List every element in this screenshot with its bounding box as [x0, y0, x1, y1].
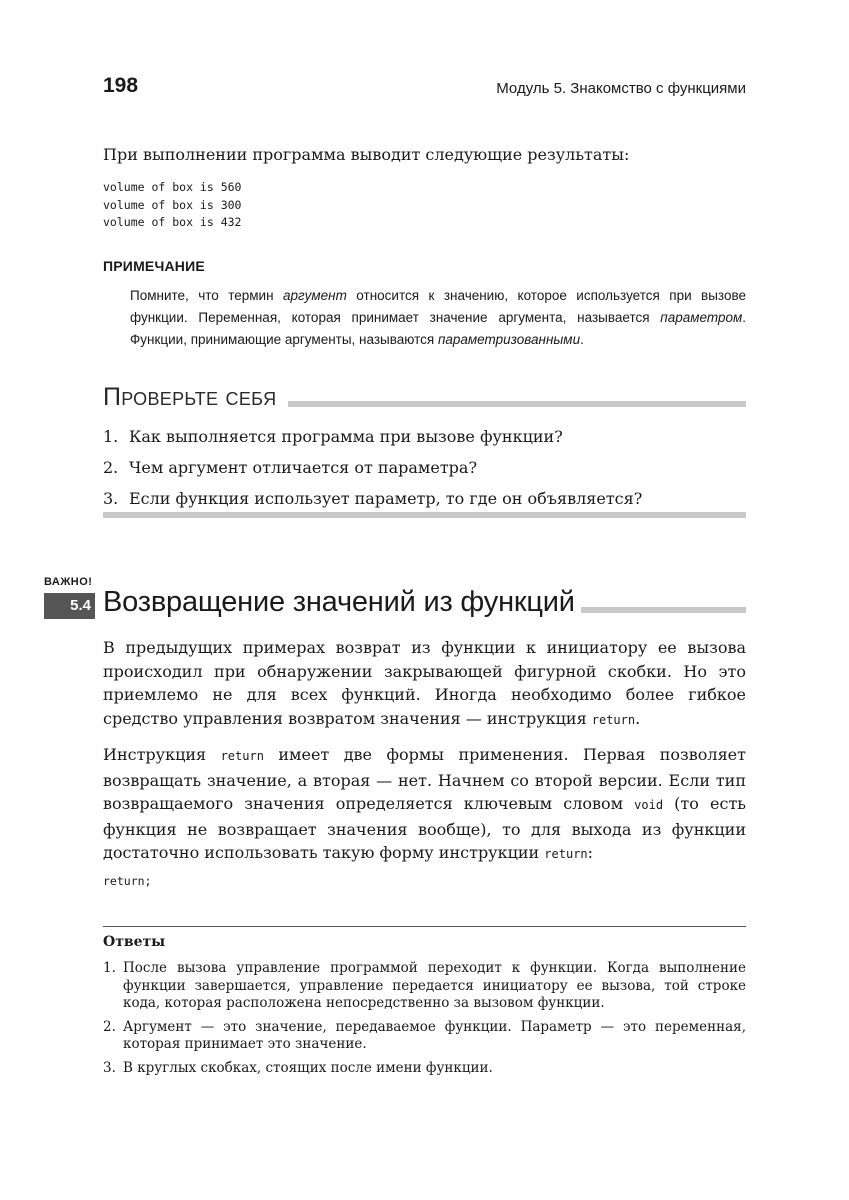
item-text: В круглых скобках, стоящих после имени функции. — [123, 1059, 493, 1076]
note-text — [130, 285, 746, 351]
code-line: volume of box is 560 — [103, 180, 242, 194]
inline-code: return — [220, 749, 264, 763]
paragraph-text: : — [587, 843, 594, 862]
note-heading: ПРИМЕЧАНИЕ — [103, 258, 205, 274]
self-check-title: Проверьте себя — [103, 383, 277, 411]
inline-code: void — [634, 798, 664, 812]
self-check-list — [103, 426, 746, 519]
output-code-block — [103, 179, 241, 232]
item-text: Аргумент — это значение, передаваемое функции. Параметр — это переменная, которая принимает это значение. — [123, 1018, 746, 1052]
self-check-bottom-rule — [103, 512, 746, 518]
answers-divider — [103, 926, 746, 927]
note-text-part: Помните, что термин — [130, 288, 283, 303]
section-title: Возвращение значений из функций — [103, 586, 581, 619]
self-check-rule — [288, 401, 746, 407]
answers-list — [103, 960, 746, 1083]
answers-heading: Ответы — [103, 934, 166, 950]
item-text: Как выполняется программа при вызове функции? — [129, 427, 563, 446]
body-paragraph-2 — [103, 743, 746, 867]
page-number: 198 — [103, 74, 139, 97]
item-number: 1. — [103, 427, 119, 446]
item-text: Если функция использует параметр, то где он объявляется? — [129, 489, 643, 508]
item-number: 2. — [103, 458, 119, 477]
code-line: volume of box is 300 — [103, 197, 242, 212]
code-line: volume of box is 432 — [103, 215, 242, 229]
inline-code: return — [544, 847, 588, 861]
paragraph-text: имеет две формы применения. Первая позволяет возвращать значение, а вторая — нет. Начнем со второй версии. Если тип возвращаемого значения определяется ключевым словом — [103, 745, 747, 813]
paragraph-text: В предыдущих примерах возврат из функции к инициатору ее вызова происходил при обнаружении закрывающей фигурной скобки. Но это приемлемо не для всех функций. Иногда необходимо более гибкое средство управления возвратом значения — инструкция — [103, 638, 746, 728]
return-code-block: return; — [103, 874, 152, 888]
inline-code: return — [591, 712, 636, 727]
item-text: После вызова управление программой переходит к функции. Когда выполнение функции завершается, управление передается инициатору ее вызова, той строке кода, которая расположена непосредственно за вызовом функции. — [123, 960, 746, 1011]
note-emphasis: параметром — [660, 310, 743, 325]
answer-item — [103, 960, 746, 1013]
paragraph-text: Инструкция — [103, 745, 221, 764]
item-number: 3. — [103, 489, 119, 508]
item-text: Чем аргумент отличается от параметра? — [129, 458, 478, 477]
important-label: ВАЖНО! — [44, 576, 93, 588]
item-number: 3. — [103, 1059, 116, 1076]
section-number-badge: 5.4 — [44, 593, 95, 619]
body-paragraph-1 — [103, 636, 746, 732]
paragraph-text: . — [635, 708, 641, 728]
self-check-item — [103, 426, 746, 457]
running-header: Модуль 5. Знакомство с функциями — [496, 80, 746, 97]
answer-item — [103, 1019, 746, 1054]
self-check-item — [103, 457, 746, 488]
intro-paragraph: При выполнении программа выводит следующие результаты: — [103, 145, 630, 164]
paragraph-text: (то есть функция не возвращает значения вообще), то для выхода из функции достаточно использовать такую форму инструкции — [103, 794, 746, 862]
note-text-part: . Функции, принимающие аргументы, называются — [130, 310, 746, 347]
note-emphasis: параметризованными — [437, 332, 581, 347]
item-number: 2. — [103, 1018, 116, 1035]
note-text-part: относится к значению, которое используется при вызове функции. Переменная, которая принимает значение аргумента, называется — [130, 288, 747, 325]
note-text-part: . — [580, 332, 584, 347]
answer-item — [103, 1060, 746, 1078]
note-emphasis: аргумент — [283, 288, 347, 303]
item-number: 1. — [103, 960, 116, 976]
